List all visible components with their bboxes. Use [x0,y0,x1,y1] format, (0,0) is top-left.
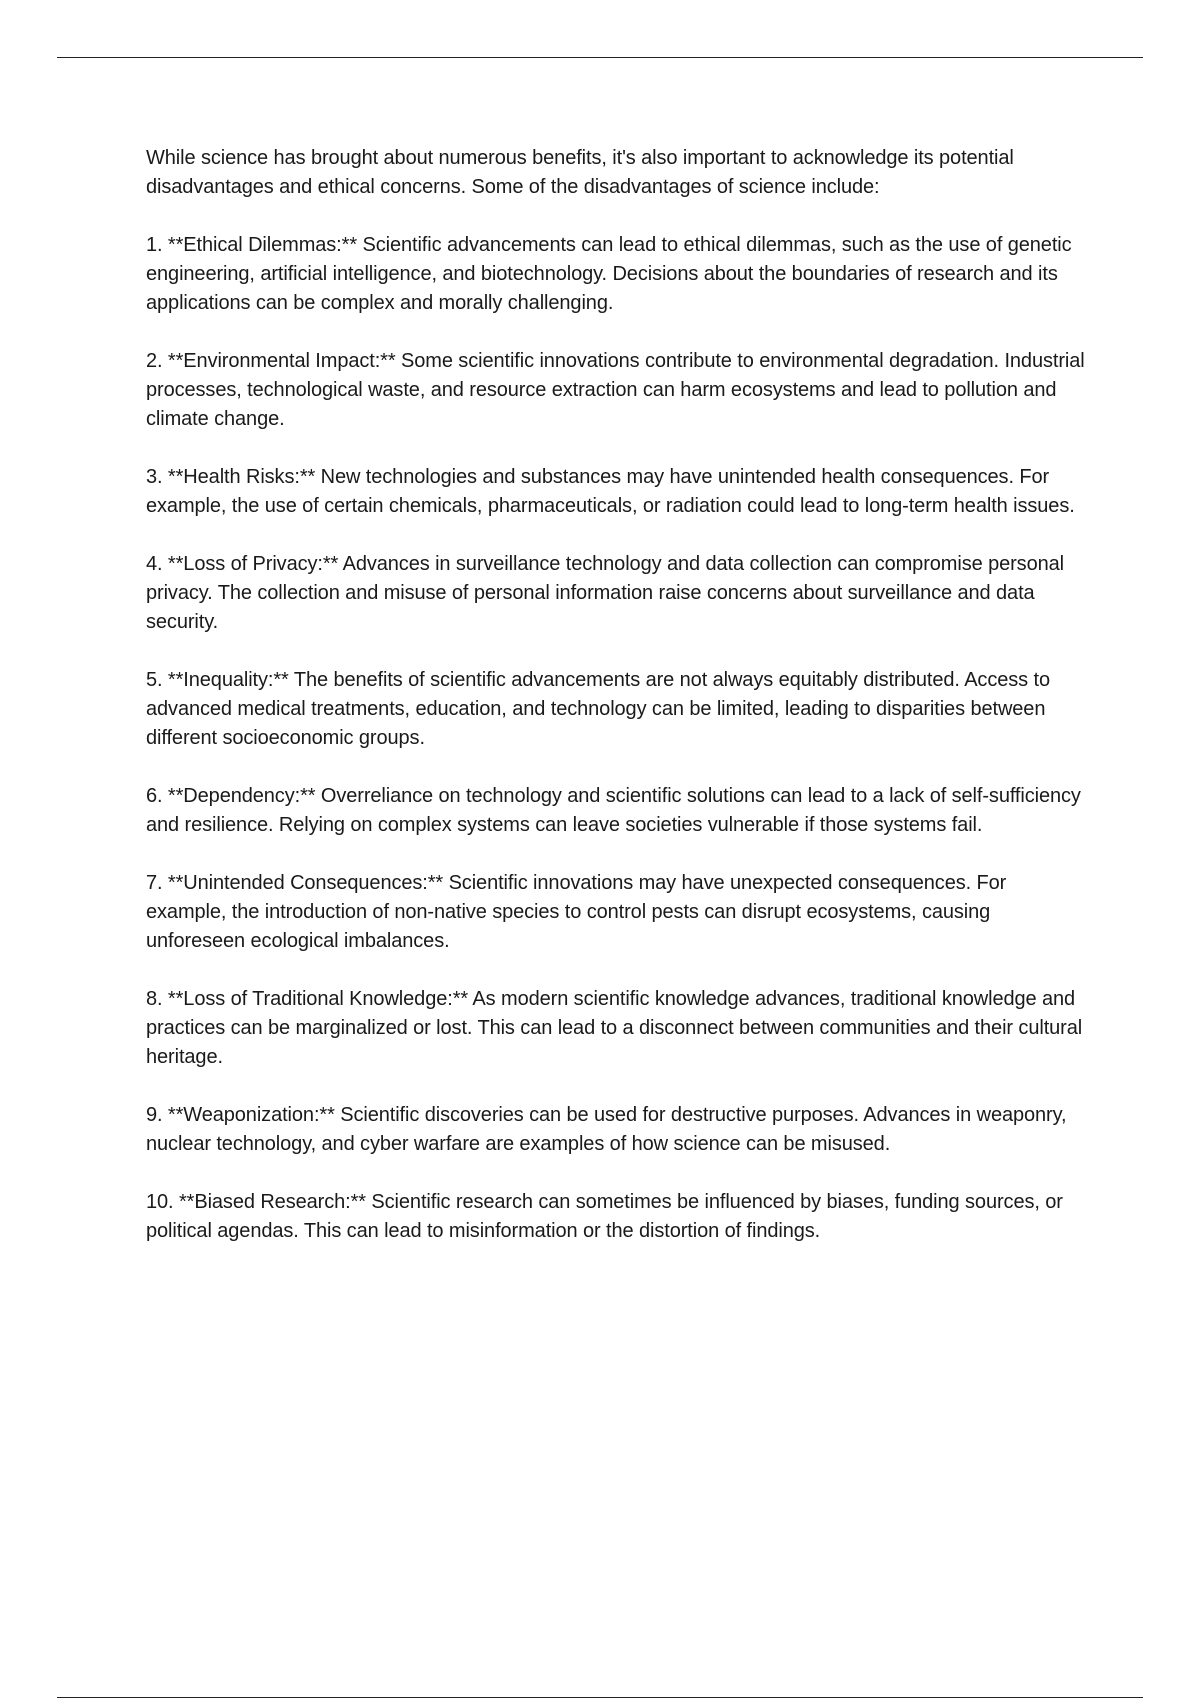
list-item-loss-of-privacy: 4. **Loss of Privacy:** Advances in surveillance technology and data collection can compromise personal privacy. The collection and misuse of personal information raise concerns about surveillance and data security. [146,553,1064,633]
list-item-unintended-consequences: 7. **Unintended Consequences:** Scientific innovations may have unexpected consequences. For example, the introduction of non-native species to control pests can disrupt ecosystems, causing unforeseen ecological imbalances. [146,872,1007,952]
list-item-inequality: 5. **Inequality:** The benefits of scientific advancements are not always equitably distributed. Access to advanced medical treatments, education, and technology can be limited, leading to disparities between different socioeconomic groups. [146,669,1050,749]
header-rule [57,57,1143,58]
list-item-ethical-dilemmas: 1. **Ethical Dilemmas:** Scientific advancements can lead to ethical dilemmas, such as the use of genetic engineering, artificial intelligence, and biotechnology. Decisions about the boundaries of research and its applications can be complex and morally challenging. [146,234,1072,314]
list-item-health-risks: 3. **Health Risks:** New technologies and substances may have unintended health consequences. For example, the use of certain chemicals, pharmaceuticals, or radiation could lead to long-term health issues. [146,466,1075,517]
list-item-loss-of-traditional-knowledge: 8. **Loss of Traditional Knowledge:** As modern scientific knowledge advances, traditional knowledge and practices can be marginalized or lost. This can lead to a disconnect between communities and their cultural heritage. [146,988,1083,1068]
intro-paragraph: While science has brought about numerous benefits, it's also important to acknowledge its potential disadvantages and ethical concerns. Some of the disadvantages of science include: [146,147,1014,198]
footer-rule [57,1697,1143,1698]
list-item-weaponization: 9. **Weaponization:** Scientific discoveries can be used for destructive purposes. Advances in weaponry, nuclear technology, and cyber warfare are examples of how science can be misused. [146,1104,1067,1155]
list-item-dependency: 6. **Dependency:** Overreliance on technology and scientific solutions can lead to a lack of self-sufficiency and resilience. Relying on complex systems can leave societies vulnerable if those systems fail. [146,785,1081,836]
list-item-biased-research: 10. **Biased Research:** Scientific research can sometimes be influenced by biases, funding sources, or political agendas. This can lead to misinformation or the distortion of findings. [146,1191,1063,1242]
document-body [146,144,1091,1246]
list-item-environmental-impact: 2. **Environmental Impact:** Some scientific innovations contribute to environmental degradation. Industrial processes, technological waste, and resource extraction can harm ecosystems and lead to pollution and climate change. [146,350,1085,430]
